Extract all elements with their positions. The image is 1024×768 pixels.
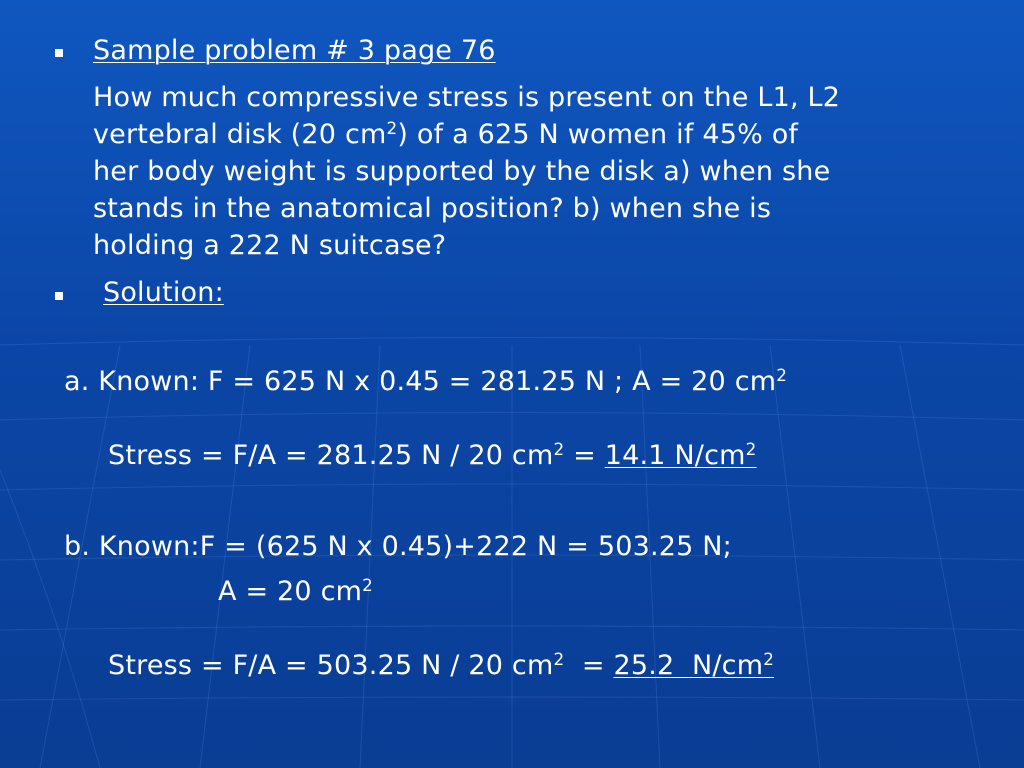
part-a-stress-sup: 2	[553, 438, 565, 459]
question-line-2	[93, 116, 798, 154]
part-b-known: b. Known:F = (625 N x 0.45)+222 N = 503.25 N;	[64, 531, 732, 562]
part-b-answer-sup: 2	[763, 648, 775, 669]
part-a-known-sup: 2	[776, 364, 788, 385]
part-a-stress-text: Stress = F/A = 281.25 N / 20 cm	[108, 440, 554, 471]
question-line-2-sup: 2	[386, 117, 398, 138]
part-b-stress	[108, 647, 774, 685]
question-line-1: How much compressive stress is present on the L1, L2	[93, 82, 841, 113]
part-b-area-sup: 2	[362, 574, 374, 595]
part-b-area	[218, 573, 373, 611]
part-a-known-text: a. Known: F = 625 N x 0.45 = 281.25 N ; A = 20 cm	[64, 366, 777, 397]
question-line-3: her body weight is supported by the disk a) when she	[93, 156, 831, 187]
part-b-area-text: A = 20 cm	[218, 576, 363, 607]
question-line-2a: vertebral disk (20 cm	[93, 119, 387, 150]
solution-heading: Solution:	[103, 277, 224, 308]
part-a-answer-text: 14.1 N/cm	[604, 440, 746, 471]
part-a-answer-sup: 2	[745, 438, 757, 459]
part-b-answer	[613, 650, 774, 681]
part-b-stress-sup: 2	[553, 648, 565, 669]
bullet-marker	[55, 292, 63, 300]
question-line-5: holding a 222 N suitcase?	[93, 230, 447, 261]
question-line-4: stands in the anatomical position? b) when she is	[93, 193, 772, 224]
bullet-marker	[55, 49, 63, 57]
part-b-answer-text: 25.2 N/cm	[613, 650, 764, 681]
part-a-answer	[605, 440, 757, 471]
problem-heading: Sample problem # 3 page 76	[93, 35, 496, 66]
part-a-stress-eq: =	[564, 440, 605, 471]
part-a-known	[64, 363, 787, 401]
part-a-stress	[108, 437, 757, 475]
part-b-stress-text: Stress = F/A = 503.25 N / 20 cm	[108, 650, 554, 681]
part-b-stress-eq: =	[564, 650, 614, 681]
question-line-2b: ) of a 625 N women if 45% of	[397, 119, 799, 150]
